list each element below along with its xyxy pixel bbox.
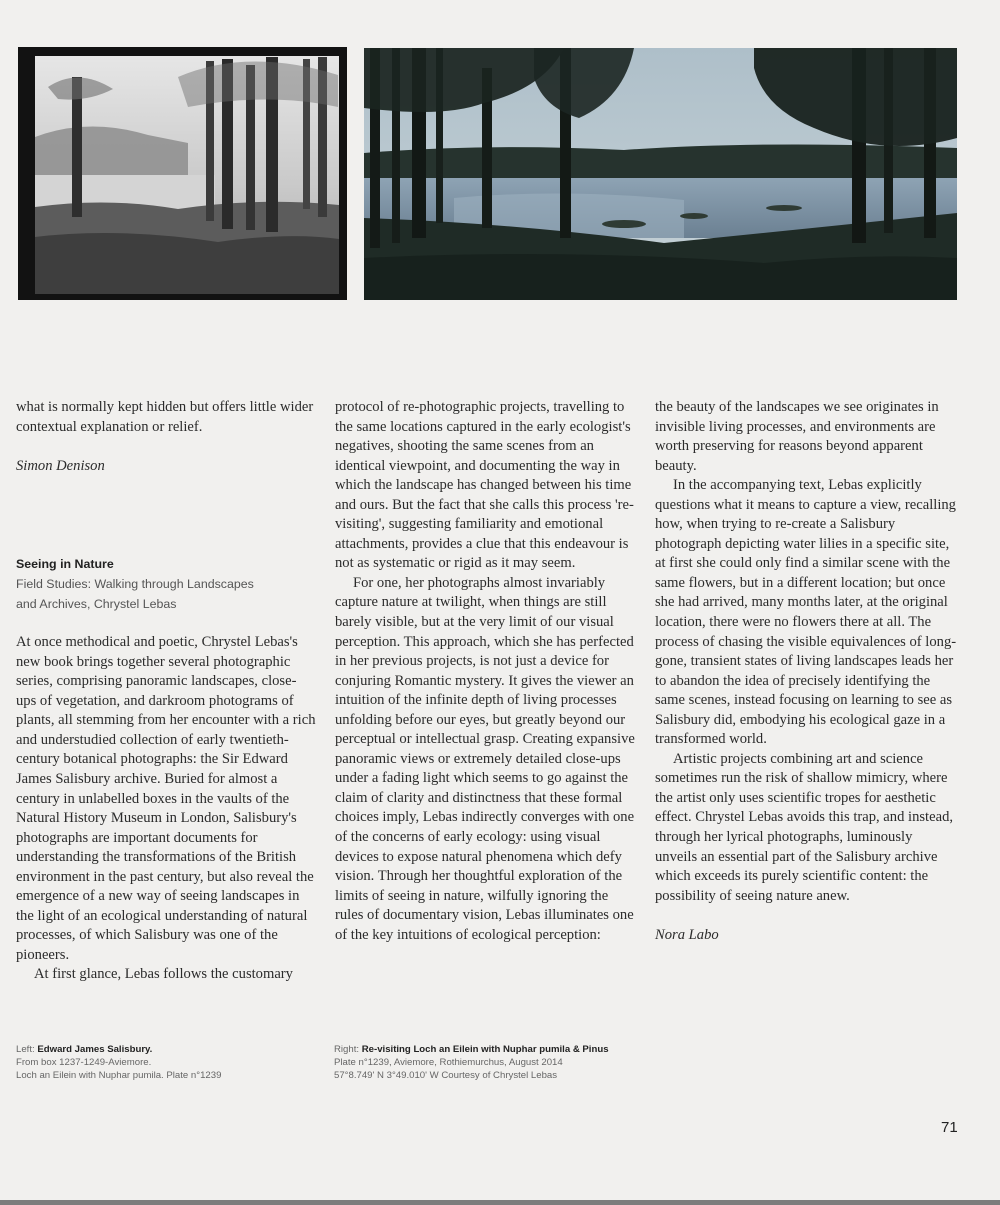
previous-review-ending: what is normally kept hidden but offers little wider contextual explanation or relief.	[16, 399, 314, 435]
caption-right-line2: Plate n°1239, Aviemore, Rothiemurchus, August 2014	[334, 1057, 563, 1068]
author-signature: Nora Labo	[655, 926, 719, 943]
review-paragraph-3: For one, her photographs almost invariably capture nature at twilight, when things are still barely visible, but at the very limit of our visual perception. This approach, which she has perfected in her previous projects, is not just a device for conjuring Romantic mystery. It gives the viewer an intuition of the infinite depth of living processes unfolding before our eyes, but greatly beyond our perceptual or intellectual grasp. Creating expansive panoramic views or extremely detailed close-ups under a fading light which seems to go against the claim of clarity and distinctness that these formal choices imply, Lebas indirectly converges with one of the concerns of early ecology: using visual devices to expose natural phenomena which defy vision. Through her thoughtful exploration of the limits of seeing in nature, wilfully ignoring the rules of documentary vision, Lebas illuminates one of the key intuitions of ecological perception:	[335, 574, 635, 943]
caption-left-title: Edward James Salisbury.	[37, 1044, 153, 1055]
review-subtitle-line2: and Archives, Chrystel Lebas	[16, 597, 177, 612]
review-paragraph-2-continued: protocol of re-photographic projects, travelling to the same locations captured in the early ecologist's negatives, shooting the same scenes from an identical viewpoint, and documenting the way in which the landscape has changed between his time and ours. But the fact that she calls this process 're-visiting', suggesting familiarity and emotional attachments, provides a clue that this endeavour is not as systematic or rigid as it may seem.	[335, 399, 634, 572]
review-paragraph-2-start: At first glance, Lebas follows the customary	[34, 966, 293, 983]
text-column-2	[335, 398, 635, 945]
review-paragraph-5: Artistic projects combining art and science sometimes run the risk of shallow mimicry, where the artist only uses scientific tropes for aesthetic effect. Chrystel Lebas avoids this trap, and instead, through her lyrical photographs, luminously unveils an essential part of the Salisbury archive which exceeds its purely scientific content: the possibility of seeing nature anew.	[655, 750, 954, 904]
caption-right	[334, 1043, 654, 1082]
caption-left-prefix: Left:	[16, 1044, 38, 1055]
caption-right-title: Re-visiting Loch an Eilein with Nuphar pumila & Pinus	[361, 1044, 609, 1055]
review-paragraph-3-continued: the beauty of the landscapes we see originates in invisible living processes, and environments are worth preserving for reasons beyond apparent beauty.	[655, 399, 939, 474]
scan-bottom-edge	[0, 1200, 1000, 1205]
review-title: Seeing in Nature	[16, 557, 114, 572]
review-subtitle-line1: Field Studies: Walking through Landscapes	[16, 577, 254, 592]
caption-left-line2: From box 1237-1249-Aviemore.	[16, 1057, 152, 1068]
review-paragraph-4: In the accompanying text, Lebas explicitly questions what it means to capture a view, recalling how, when trying to re-create a Salisbury photograph depicting water lilies in a specific site, at first she could only find a similar scene with the same flowers, but in a different location; but once she had arrived, many months later, at the original location, there were no flowers there at all. The process of chasing the visible equivalences of long-gone, transient states of living landscapes leads her to abandon the idea of precisely identifying the same scenes, instead focusing on learning to see as Salisbury did, embodying his ecological gaze in a transformed world.	[655, 477, 957, 748]
caption-left-line3: Loch an Eilein with Nuphar pumila. Plate n°1239	[16, 1070, 222, 1081]
author-signature-previous: Simon Denison	[16, 457, 105, 474]
revisit-photograph-lebas	[364, 48, 957, 300]
caption-right-prefix: Right:	[334, 1044, 362, 1055]
caption-left	[16, 1043, 316, 1082]
page-number: 71	[941, 1119, 958, 1136]
caption-right-line3: 57°8.749' N 3°49.010' W Courtesy of Chrystel Lebas	[334, 1070, 558, 1081]
review-paragraph-1: At once methodical and poetic, Chrystel Lebas's new book brings together several photographic series, comprising panoramic landscapes, close-ups of vegetation, and darkroom photograms of plants, all stemming from her encounter with a rich and understudied collection of early twentieth-century botanical photographs: the Sir Edward James Salisbury archive. Buried for almost a century in unlabelled boxes in the vaults of the Natural History Museum in London, Salisbury's photographs are important documents for understanding the transformations of the British environment in the past century, but also reveal the emergence of a new way of seeing landscapes in the light of an ecological understanding of natural processes, of which Salisbury was one of the pioneers.	[16, 634, 316, 963]
archival-photograph-salisbury	[18, 47, 347, 300]
text-column-3	[655, 398, 957, 945]
text-column-1	[16, 398, 316, 985]
review-heading	[16, 554, 316, 614]
